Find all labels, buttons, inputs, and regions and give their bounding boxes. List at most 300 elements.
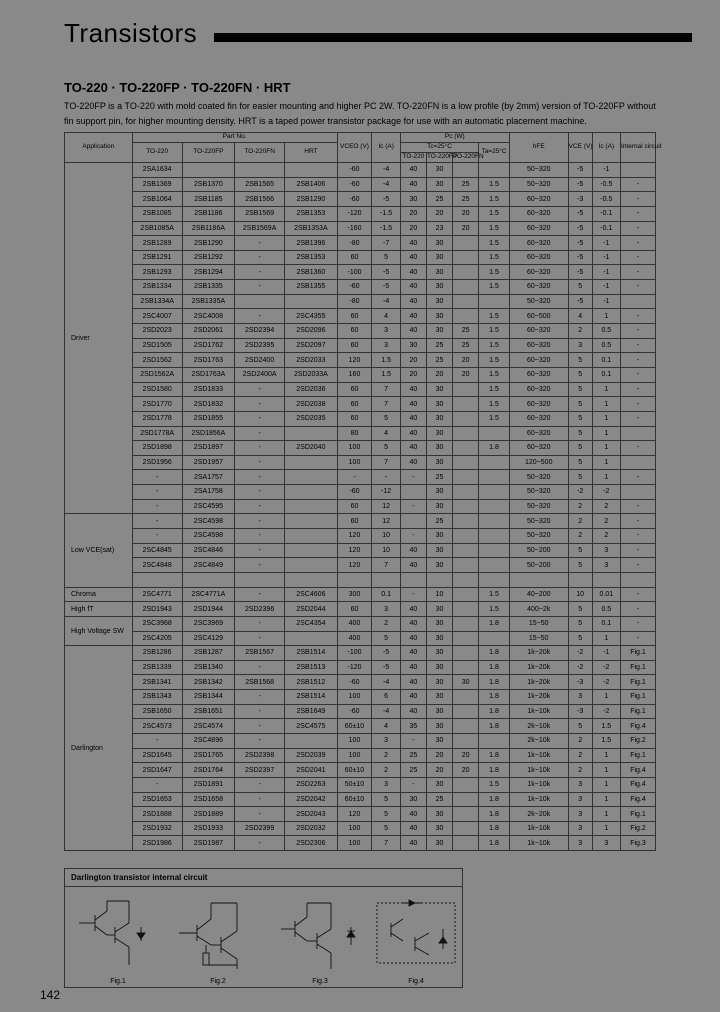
- table-cell: 60: [337, 338, 372, 353]
- table-cell: [235, 572, 285, 587]
- table-cell: 5: [372, 807, 400, 822]
- table-cell: [453, 821, 479, 836]
- table-cell: 400: [337, 616, 372, 631]
- table-cell: 1.8: [479, 807, 510, 822]
- table-cell: -: [235, 733, 285, 748]
- table-cell: 1: [592, 631, 620, 646]
- table-cell: 60~320: [509, 382, 568, 397]
- table-row: [65, 558, 656, 573]
- table-cell: [453, 777, 479, 792]
- header-part-no: Part No.: [132, 133, 337, 143]
- table-cell: Fig.1: [621, 660, 656, 675]
- table-cell: 35: [400, 719, 426, 734]
- table-cell: Fig.1: [621, 704, 656, 719]
- table-cell: 2SB1339: [132, 660, 182, 675]
- table-cell: 2: [568, 529, 592, 544]
- table-cell: 2SC4354: [285, 616, 337, 631]
- table-cell: 50~200: [509, 558, 568, 573]
- table-cell: -: [235, 704, 285, 719]
- table-cell: 2SB1292: [182, 250, 234, 265]
- table-cell: 60~320: [509, 206, 568, 221]
- table-cell: 3: [568, 777, 592, 792]
- table-cell: 25: [426, 338, 452, 353]
- table-cell: [479, 558, 510, 573]
- table-cell: 60: [337, 250, 372, 265]
- table-cell: 3: [372, 338, 400, 353]
- table-cell: 1.8: [479, 719, 510, 734]
- table-cell: 1: [592, 690, 620, 705]
- table-cell: 2SD2399: [235, 821, 285, 836]
- table-cell: -60: [337, 163, 372, 178]
- table-row: [65, 265, 656, 280]
- table-cell: 5: [372, 821, 400, 836]
- table-cell: 25: [400, 763, 426, 778]
- table-cell: 30: [426, 294, 452, 309]
- table-cell: 25: [453, 324, 479, 339]
- table-cell: 60~320: [509, 280, 568, 295]
- table-cell: -80: [337, 294, 372, 309]
- table-cell: [479, 455, 510, 470]
- header-hfe: hFE: [509, 133, 568, 163]
- table-cell: 25: [426, 792, 452, 807]
- table-cell: -60: [337, 280, 372, 295]
- table-cell: 50~320: [509, 470, 568, 485]
- table-cell: 6: [372, 690, 400, 705]
- table-cell: -1: [592, 646, 620, 661]
- table-cell: -4: [372, 177, 400, 192]
- table-cell: 1k~10k: [509, 836, 568, 851]
- table-cell: 30: [426, 382, 452, 397]
- table-cell: 2SD1580: [132, 382, 182, 397]
- table-cell: 1k~10k: [509, 763, 568, 778]
- table-cell: 2SD1764: [182, 763, 234, 778]
- table-cell: 2SB1569: [235, 206, 285, 221]
- table-cell: 20: [453, 206, 479, 221]
- table-cell: [235, 163, 285, 178]
- table-cell: 3: [592, 558, 620, 573]
- table-cell: 30: [426, 543, 452, 558]
- table-cell: 2SC4129: [182, 631, 234, 646]
- table-cell: -: [621, 397, 656, 412]
- table-row: [65, 441, 656, 456]
- table-cell: [285, 631, 337, 646]
- table-cell: 20: [453, 221, 479, 236]
- table-cell: Fig.2: [621, 821, 656, 836]
- table-row: [65, 602, 656, 617]
- table-cell: -5: [372, 192, 400, 207]
- table-cell: 2k~20k: [509, 807, 568, 822]
- table-cell: [453, 294, 479, 309]
- table-cell: 5: [568, 353, 592, 368]
- table-cell: 2k~10k: [509, 719, 568, 734]
- table-cell: 40: [400, 382, 426, 397]
- table-cell: -: [235, 250, 285, 265]
- table-cell: -: [235, 382, 285, 397]
- table-cell: -5: [372, 646, 400, 661]
- table-cell: [453, 616, 479, 631]
- table-cell: 60~320: [509, 397, 568, 412]
- table-cell: -: [132, 470, 182, 485]
- table-cell: [453, 411, 479, 426]
- table-cell: 60~320: [509, 236, 568, 251]
- table-cell: 5: [568, 558, 592, 573]
- table-cell: 2SB1286: [132, 646, 182, 661]
- table-cell: 40: [400, 411, 426, 426]
- table-cell: 40: [400, 675, 426, 690]
- table-cell: 2SD1833: [182, 382, 234, 397]
- table-cell: [621, 426, 656, 441]
- table-cell: -: [621, 324, 656, 339]
- table-cell: 40: [400, 455, 426, 470]
- table-cell: 2SB1064: [132, 192, 182, 207]
- table-cell: 0.5: [592, 602, 620, 617]
- table-cell: 25: [426, 353, 452, 368]
- table-cell: [479, 426, 510, 441]
- table-cell: -5: [568, 177, 592, 192]
- table-cell: 50±10: [337, 777, 372, 792]
- table-cell: 2: [592, 514, 620, 529]
- table-cell: -2: [568, 660, 592, 675]
- application-group: Driver: [65, 163, 133, 514]
- table-cell: 2SD1943: [132, 602, 182, 617]
- table-cell: [337, 572, 372, 587]
- table-cell: 40: [400, 631, 426, 646]
- table-cell: 5: [568, 441, 592, 456]
- table-cell: 2SC4606: [285, 587, 337, 602]
- table-cell: -60: [337, 485, 372, 500]
- table-cell: 5: [568, 397, 592, 412]
- table-row: [65, 177, 656, 192]
- table-cell: 2SD1986: [132, 836, 182, 851]
- table-cell: 1k~10k: [509, 777, 568, 792]
- table-cell: 30: [426, 807, 452, 822]
- table-cell: -: [621, 192, 656, 207]
- table-cell: 1k~10k: [509, 821, 568, 836]
- table-cell: 60~320: [509, 426, 568, 441]
- table-cell: 1.5: [479, 411, 510, 426]
- table-cell: 1.5: [479, 192, 510, 207]
- table-cell: 10: [372, 529, 400, 544]
- table-cell: 5: [372, 441, 400, 456]
- table-cell: -: [621, 441, 656, 456]
- table-cell: 60~320: [509, 441, 568, 456]
- table-cell: 5: [372, 411, 400, 426]
- table-cell: 2SB1406: [285, 177, 337, 192]
- table-cell: 1.8: [479, 616, 510, 631]
- table-cell: -: [235, 777, 285, 792]
- table-cell: -: [235, 719, 285, 734]
- table-cell: 2SA1758: [182, 485, 234, 500]
- table-cell: [453, 719, 479, 734]
- table-cell: [285, 426, 337, 441]
- table-cell: 1.5: [479, 338, 510, 353]
- table-cell: 30: [426, 455, 452, 470]
- table-cell: 2SB1342: [182, 675, 234, 690]
- table-cell: -5: [568, 250, 592, 265]
- table-cell: 40: [400, 807, 426, 822]
- table-cell: 1.8: [479, 792, 510, 807]
- table-cell: 30: [400, 792, 426, 807]
- title-rule: [214, 33, 692, 42]
- table-cell: -12: [372, 485, 400, 500]
- table-cell: [285, 514, 337, 529]
- table-cell: -: [132, 733, 182, 748]
- table-cell: 2SD1933: [182, 821, 234, 836]
- table-cell: 2SC4008: [182, 309, 234, 324]
- table-cell: -1: [592, 280, 620, 295]
- table-cell: 3: [372, 733, 400, 748]
- table-cell: 1.5: [479, 397, 510, 412]
- table-cell: 20: [453, 353, 479, 368]
- table-cell: -: [235, 836, 285, 851]
- table-cell: -7: [372, 236, 400, 251]
- table-cell: 2SC4205: [132, 631, 182, 646]
- section-subtitle: TO-220 · TO-220FP · TO-220FN · HRT: [64, 80, 291, 95]
- table-cell: Fig.1: [621, 690, 656, 705]
- table-cell: 40: [400, 177, 426, 192]
- table-cell: 1k~20k: [509, 690, 568, 705]
- table-cell: [453, 236, 479, 251]
- table-cell: [285, 529, 337, 544]
- table-cell: Fig.1: [621, 646, 656, 661]
- table-cell: 60~320: [509, 338, 568, 353]
- table-cell: 2SB1355: [285, 280, 337, 295]
- table-cell: -: [621, 499, 656, 514]
- table-cell: 2SC4595: [182, 499, 234, 514]
- table-cell: 25: [400, 748, 426, 763]
- table-row: [65, 543, 656, 558]
- table-cell: 20: [400, 221, 426, 236]
- table-cell: 2SC4598: [182, 529, 234, 544]
- table-cell: 2SB1369: [132, 177, 182, 192]
- fig-1-label: Fig.1: [110, 978, 126, 985]
- table-cell: 1.5: [479, 324, 510, 339]
- table-cell: 2SD2042: [285, 792, 337, 807]
- table-cell: [182, 572, 234, 587]
- table-cell: 2SB1565: [235, 177, 285, 192]
- table-row: [65, 309, 656, 324]
- table-row: [65, 836, 656, 851]
- table-cell: 30: [426, 397, 452, 412]
- table-cell: -: [235, 309, 285, 324]
- table-cell: -: [235, 499, 285, 514]
- table-cell: 25: [453, 177, 479, 192]
- table-cell: 2SC3969: [182, 616, 234, 631]
- table-cell: 60~320: [509, 411, 568, 426]
- table-cell: [453, 441, 479, 456]
- table-cell: 25: [426, 192, 452, 207]
- table-cell: 2SB1569A: [235, 221, 285, 236]
- table-cell: [453, 704, 479, 719]
- table-cell: 30: [426, 558, 452, 573]
- table-row: [65, 616, 656, 631]
- table-cell: 1.5: [479, 382, 510, 397]
- table-cell: 1.8: [479, 675, 510, 690]
- table-cell: 3: [568, 821, 592, 836]
- table-cell: 20: [453, 763, 479, 778]
- table-cell: 2k~10k: [509, 733, 568, 748]
- table-cell: 2SB1340: [182, 660, 234, 675]
- table-cell: 2SB1334: [132, 280, 182, 295]
- table-cell: 100: [337, 836, 372, 851]
- table-cell: 2SD2039: [285, 748, 337, 763]
- table-cell: 2SB1568: [235, 675, 285, 690]
- table-cell: -: [235, 455, 285, 470]
- table-cell: 30: [426, 602, 452, 617]
- table-cell: -: [132, 777, 182, 792]
- table-cell: 2SD1987: [182, 836, 234, 851]
- table-cell: 0.1: [592, 353, 620, 368]
- table-cell: 20: [400, 353, 426, 368]
- table-cell: -5: [568, 265, 592, 280]
- table-cell: 3: [372, 602, 400, 617]
- fig-2-label: Fig.2: [210, 978, 226, 985]
- table-cell: 60~320: [509, 192, 568, 207]
- table-cell: -2: [568, 646, 592, 661]
- table-cell: 2SD2397: [235, 763, 285, 778]
- table-cell: -: [400, 529, 426, 544]
- table-cell: 2SD1645: [132, 748, 182, 763]
- table-cell: 1.5: [479, 309, 510, 324]
- table-cell: 2SB1566: [235, 192, 285, 207]
- table-cell: Fig.1: [621, 675, 656, 690]
- table-row: [65, 411, 656, 426]
- table-cell: 50~320: [509, 485, 568, 500]
- table-cell: 5: [568, 426, 592, 441]
- table-cell: 12: [372, 514, 400, 529]
- table-cell: -: [621, 338, 656, 353]
- table-cell: 2SC4896: [182, 733, 234, 748]
- header-application: Application: [65, 133, 133, 163]
- darlington-diagram-panel: [64, 868, 463, 988]
- table-cell: 2SD1653: [132, 792, 182, 807]
- table-cell: -60: [337, 675, 372, 690]
- table-cell: 2: [568, 733, 592, 748]
- table-cell: 2SD1762: [182, 338, 234, 353]
- table-cell: [621, 455, 656, 470]
- table-row: [65, 514, 656, 529]
- table-cell: -0.5: [592, 192, 620, 207]
- table-cell: -: [235, 265, 285, 280]
- table-cell: 2SB1291: [132, 250, 182, 265]
- intro-line: TO-220FP is a TO-220 with mold coated fin for easier mounting and higher PC 2W. TO-220FN is a low profile (by 2mm) version of TO-220FP without: [64, 101, 656, 111]
- table-cell: 1.5: [479, 602, 510, 617]
- transistor-spec-table: [64, 132, 662, 851]
- table-cell: 50~320: [509, 163, 568, 178]
- table-cell: 100: [337, 441, 372, 456]
- table-cell: 1.5: [592, 733, 620, 748]
- table-cell: -1: [592, 265, 620, 280]
- table-cell: 2SD1898: [132, 441, 182, 456]
- table-cell: 40: [400, 250, 426, 265]
- table-cell: 0.5: [592, 338, 620, 353]
- table-cell: 30: [426, 265, 452, 280]
- table-cell: 400~2k: [509, 602, 568, 617]
- table-cell: 5: [372, 250, 400, 265]
- table-cell: 2SD2306: [285, 836, 337, 851]
- table-row: [65, 529, 656, 544]
- table-cell: 0.1: [592, 616, 620, 631]
- table-cell: 1: [592, 470, 620, 485]
- table-cell: -2: [592, 675, 620, 690]
- table-cell: 30: [426, 777, 452, 792]
- table-cell: 2SB1085: [132, 206, 182, 221]
- table-cell: 5: [568, 382, 592, 397]
- table-row: [65, 367, 656, 382]
- table-cell: 7: [372, 382, 400, 397]
- table-cell: 40: [400, 836, 426, 851]
- table-row: [65, 631, 656, 646]
- table-cell: 40: [400, 163, 426, 178]
- table-cell: 2SD2061: [182, 324, 234, 339]
- table-cell: Fig.4: [621, 763, 656, 778]
- table-cell: 40: [400, 309, 426, 324]
- table-cell: 30: [426, 499, 452, 514]
- table-cell: 1k~10k: [509, 792, 568, 807]
- table-cell: [479, 733, 510, 748]
- table-cell: -: [621, 221, 656, 236]
- table-cell: 20: [400, 367, 426, 382]
- table-cell: -: [235, 616, 285, 631]
- table-row: [65, 206, 656, 221]
- header-to220fn: TO-220FN: [235, 143, 285, 163]
- table-row: [65, 704, 656, 719]
- table-cell: 2SD1647: [132, 763, 182, 778]
- table-row: [65, 236, 656, 251]
- table-cell: -4: [372, 704, 400, 719]
- table-cell: 1.5: [479, 250, 510, 265]
- table-cell: 1k~20k: [509, 660, 568, 675]
- table-cell: 2SB1353A: [285, 221, 337, 236]
- table-cell: -2: [592, 485, 620, 500]
- table-cell: -5: [568, 294, 592, 309]
- table-cell: 40: [400, 616, 426, 631]
- table-cell: 1: [592, 777, 620, 792]
- darlington-circuit-fig1-icon: [73, 893, 163, 973]
- header-ta25: Ta=25°C: [479, 143, 510, 163]
- table-cell: 2SD1957: [182, 455, 234, 470]
- table-cell: -: [621, 353, 656, 368]
- table-cell: -: [235, 411, 285, 426]
- table-cell: -5: [568, 236, 592, 251]
- table-cell: 2SD2096: [285, 324, 337, 339]
- table-cell: 60: [337, 499, 372, 514]
- table-cell: 20: [400, 206, 426, 221]
- table-cell: 30: [426, 441, 452, 456]
- table-cell: -4: [372, 675, 400, 690]
- table-cell: [132, 572, 182, 587]
- table-cell: -: [337, 470, 372, 485]
- spec-table-body: [65, 163, 656, 851]
- table-cell: 2SB1343: [132, 690, 182, 705]
- table-cell: -: [621, 558, 656, 573]
- table-cell: 3: [592, 543, 620, 558]
- table-cell: 2SB1344: [182, 690, 234, 705]
- table-cell: 3: [568, 792, 592, 807]
- table-cell: 1: [592, 455, 620, 470]
- table-cell: 30: [426, 309, 452, 324]
- table-cell: 0.01: [592, 587, 620, 602]
- table-cell: 3: [568, 690, 592, 705]
- table-cell: 1: [592, 309, 620, 324]
- table-row: [65, 572, 656, 587]
- table-cell: 40: [400, 265, 426, 280]
- darlington-circuit-fig4-icon: [371, 893, 461, 973]
- table-cell: 2SB1651: [182, 704, 234, 719]
- table-row: [65, 294, 656, 309]
- header-hrt: HRT: [285, 143, 337, 163]
- table-cell: 1.8: [479, 441, 510, 456]
